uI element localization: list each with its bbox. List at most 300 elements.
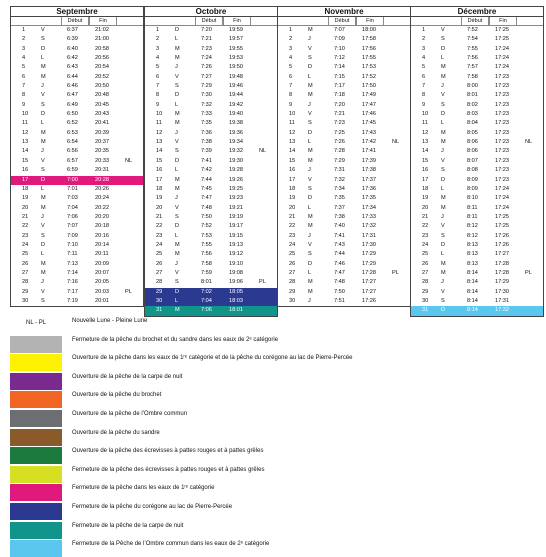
day-number: 16 — [156, 167, 163, 174]
start-time: 8:07 — [467, 157, 478, 164]
end-time: 18:03 — [229, 297, 243, 304]
start-time: 7:28 — [334, 148, 345, 155]
day-number: 12 — [422, 129, 429, 136]
start-time: 7:12 — [334, 55, 345, 62]
day-row — [145, 157, 277, 166]
start-time: 7:39 — [201, 148, 212, 155]
weekday: V — [175, 139, 179, 146]
end-time: 19:50 — [229, 64, 243, 71]
start-time: 6:39 — [67, 36, 78, 43]
weekday: V — [41, 27, 45, 33]
weekday: D — [308, 64, 313, 71]
day-number: 24 — [22, 241, 29, 248]
day-row — [145, 260, 277, 269]
start-time: 7:57 — [467, 64, 478, 71]
day-number: 25 — [156, 251, 163, 258]
end-time: 17:26 — [495, 241, 509, 248]
start-time: 6:46 — [67, 83, 78, 90]
weekday: S — [175, 213, 179, 220]
start-time: 7:34 — [334, 185, 345, 192]
weekday: L — [175, 36, 179, 43]
end-time: 19:59 — [229, 27, 243, 33]
day-number: 9 — [289, 101, 293, 108]
day-number: 11 — [422, 120, 428, 127]
end-time: 19:28 — [229, 167, 243, 174]
start-time: 8:00 — [467, 83, 478, 90]
weekday: L — [175, 101, 179, 108]
start-time: 7:17 — [67, 288, 78, 295]
end-time: 17:28 — [495, 269, 509, 276]
day-row — [145, 54, 277, 63]
day-number: 30 — [22, 297, 29, 304]
end-time: 17:29 — [362, 251, 376, 258]
legend-swatch — [10, 336, 62, 353]
weekday: M — [441, 195, 446, 202]
start-time: 7:54 — [467, 36, 478, 43]
start-time: 8:13 — [467, 251, 478, 258]
legend-item — [10, 540, 530, 557]
end-time: 20:56 — [95, 55, 109, 62]
day-number: 22 — [22, 223, 29, 230]
day-number: 26 — [22, 260, 29, 267]
start-time: 6:37 — [67, 27, 78, 33]
start-time: 7:02 — [201, 288, 212, 295]
end-time: 18:05 — [229, 288, 243, 295]
day-number: 17 — [156, 176, 163, 183]
end-time: 17:27 — [495, 251, 509, 258]
day-row — [11, 241, 143, 250]
start-time: 7:26 — [201, 64, 212, 71]
end-time: 17:34 — [362, 204, 376, 211]
day-number: 30 — [422, 297, 429, 304]
end-time: 18:00 — [362, 27, 376, 33]
weekday: L — [41, 251, 45, 258]
moon-phase: NL — [259, 148, 267, 155]
start-time: 6:47 — [67, 92, 78, 99]
month-title: Décembre — [411, 6, 543, 17]
weekday: L — [175, 232, 179, 239]
moon-phase: NL — [125, 157, 133, 164]
header-start: Début — [328, 17, 356, 25]
start-time: 7:47 — [201, 195, 212, 202]
start-time: 6:54 — [67, 139, 78, 146]
start-time: 8:06 — [467, 139, 478, 146]
legend-swatch — [10, 540, 62, 557]
day-row — [278, 138, 410, 147]
day-number: 7 — [156, 83, 160, 90]
end-time: 20:41 — [95, 120, 109, 127]
day-row — [145, 185, 277, 194]
day-row — [411, 101, 543, 110]
end-time: 17:30 — [495, 288, 509, 295]
end-time: 19:36 — [229, 129, 243, 136]
day-number: 3 — [422, 45, 426, 52]
end-time: 19:46 — [229, 83, 243, 90]
start-time: 7:55 — [201, 241, 212, 248]
end-time: 17:31 — [495, 297, 509, 304]
legend-swatch — [10, 503, 62, 520]
weekday: M — [41, 139, 46, 146]
weekday: V — [441, 92, 445, 99]
weekday: D — [175, 92, 180, 99]
start-time: 7:50 — [201, 213, 212, 220]
weekday: M — [41, 64, 46, 71]
end-time: 19:15 — [229, 232, 243, 239]
weekday: M — [441, 139, 446, 146]
day-number: 29 — [22, 288, 29, 295]
weekday: M — [175, 307, 180, 314]
day-row — [11, 297, 143, 306]
day-number: 6 — [22, 73, 26, 80]
day-row — [11, 250, 143, 259]
weekday: J — [308, 36, 311, 43]
day-row — [145, 45, 277, 54]
day-row — [145, 26, 277, 35]
day-row — [411, 73, 543, 82]
end-time: 19:44 — [229, 92, 243, 99]
end-time: 19:21 — [229, 204, 243, 211]
start-time: 7:06 — [67, 213, 78, 220]
day-number: 11 — [156, 120, 162, 127]
legend-text: Ouverture de la pêche de la carpe de nuit — [72, 373, 183, 380]
weekday: S — [441, 36, 445, 43]
start-time: 7:23 — [334, 120, 345, 127]
day-row — [411, 176, 543, 185]
end-time: 17:26 — [495, 232, 509, 239]
column-header — [411, 17, 543, 26]
end-time: 19:25 — [229, 185, 243, 192]
day-number: 10 — [156, 111, 163, 118]
legend-item — [10, 503, 530, 520]
weekday: S — [175, 83, 179, 90]
day-number: 1 — [422, 27, 426, 33]
day-number: 10 — [22, 111, 29, 118]
end-time: 17:31 — [362, 232, 376, 239]
day-number: 21 — [422, 213, 429, 220]
legend-swatch — [10, 391, 62, 408]
weekday: J — [308, 232, 311, 239]
day-row — [278, 232, 410, 241]
day-number: 1 — [156, 27, 160, 33]
day-row — [411, 166, 543, 175]
legend-item — [10, 317, 530, 334]
day-row — [11, 166, 143, 175]
end-time: 17:53 — [362, 64, 376, 71]
day-number: 8 — [22, 92, 26, 99]
start-time: 7:20 — [201, 27, 212, 33]
end-time: 20:24 — [95, 195, 109, 202]
day-number: 13 — [422, 139, 429, 146]
start-time: 8:09 — [467, 185, 478, 192]
day-row — [278, 54, 410, 63]
day-row — [11, 288, 143, 297]
weekday: V — [308, 111, 312, 118]
legend-code: NL - PL — [26, 320, 47, 326]
weekday: M — [41, 269, 46, 276]
weekday: M — [175, 55, 180, 62]
legend-swatch — [10, 429, 62, 446]
end-time: 19:40 — [229, 111, 243, 118]
start-time: 7:55 — [467, 45, 478, 52]
day-number: 2 — [422, 36, 426, 43]
weekday: M — [41, 129, 46, 136]
end-time: 17:23 — [495, 139, 509, 146]
end-time: 17:50 — [362, 83, 376, 90]
day-row — [145, 82, 277, 91]
day-number: 18 — [156, 185, 163, 192]
end-time: 19:48 — [229, 73, 243, 80]
start-time: 7:27 — [201, 73, 212, 80]
start-time: 7:33 — [201, 111, 212, 118]
day-number: 15 — [422, 157, 429, 164]
day-row — [411, 278, 543, 287]
day-number: 3 — [289, 45, 293, 52]
end-time: 17:23 — [495, 129, 509, 136]
day-number: 27 — [422, 269, 429, 276]
day-row — [278, 110, 410, 119]
start-time: 7:50 — [334, 288, 345, 295]
day-row — [145, 288, 277, 297]
legend-swatch — [10, 373, 62, 390]
weekday: S — [41, 101, 45, 108]
day-row — [278, 269, 410, 278]
end-time: 17:23 — [495, 101, 509, 108]
day-number: 3 — [22, 45, 26, 52]
day-row — [411, 91, 543, 100]
moon-phase: PL — [125, 288, 132, 295]
day-number: 9 — [422, 101, 426, 108]
start-time: 8:08 — [467, 167, 478, 174]
end-time: 21:00 — [95, 36, 109, 43]
start-time: 7:23 — [201, 45, 212, 52]
start-time: 7:41 — [201, 157, 212, 164]
day-row — [278, 101, 410, 110]
day-number: 5 — [422, 64, 426, 71]
end-time: 19:10 — [229, 260, 243, 267]
start-time: 7:06 — [201, 307, 212, 314]
end-time: 19:12 — [229, 251, 243, 258]
day-number: 25 — [22, 251, 29, 258]
day-number: 6 — [156, 73, 160, 80]
weekday: J — [175, 129, 178, 136]
weekday: M — [308, 27, 313, 33]
day-number: 20 — [422, 204, 429, 211]
day-number: 25 — [289, 251, 296, 258]
day-row — [145, 91, 277, 100]
day-row — [411, 45, 543, 54]
start-time: 8:06 — [467, 148, 478, 155]
day-row — [411, 269, 543, 278]
day-row — [145, 222, 277, 231]
end-time: 17:23 — [495, 111, 509, 118]
start-time: 7:32 — [334, 176, 345, 183]
day-row — [278, 82, 410, 91]
day-number: 26 — [289, 260, 296, 267]
weekday: L — [308, 204, 312, 211]
weekday: M — [41, 73, 46, 80]
day-row — [411, 288, 543, 297]
weekday: D — [308, 260, 313, 267]
weekday: D — [175, 157, 180, 164]
end-time: 20:58 — [95, 45, 109, 52]
start-time: 8:14 — [467, 269, 478, 276]
header-end: Fin — [89, 17, 117, 25]
start-time: 8:12 — [467, 232, 478, 239]
day-row — [411, 63, 543, 72]
day-number: 24 — [156, 241, 163, 248]
day-number: 4 — [289, 55, 293, 62]
weekday: V — [441, 27, 445, 33]
day-row — [11, 82, 143, 91]
day-row — [145, 306, 277, 315]
day-number: 26 — [156, 260, 163, 267]
end-time: 20:22 — [95, 204, 109, 211]
start-time: 8:04 — [467, 120, 478, 127]
start-time: 7:20 — [334, 101, 345, 108]
end-time: 17:24 — [495, 185, 509, 192]
end-time: 20:52 — [95, 73, 109, 80]
start-time: 7:09 — [334, 36, 345, 43]
day-row — [11, 91, 143, 100]
weekday: M — [175, 241, 180, 248]
end-time: 20:35 — [95, 148, 109, 155]
start-time: 7:40 — [334, 223, 345, 230]
day-number: 19 — [422, 195, 429, 202]
month-table-septembre — [10, 6, 144, 307]
start-time: 7:21 — [334, 111, 345, 118]
start-time: 7:17 — [334, 83, 345, 90]
start-time: 8:01 — [467, 92, 478, 99]
day-number: 22 — [422, 223, 429, 230]
weekday: L — [441, 55, 445, 62]
end-time: 19:57 — [229, 36, 243, 43]
start-time: 6:49 — [67, 101, 78, 108]
start-time: 6:52 — [67, 120, 78, 127]
day-row — [11, 35, 143, 44]
legend-text: Fermeture de la pêche des écrevisses à pattes rouges et à pattes grêles — [72, 466, 265, 473]
end-time: 20:45 — [95, 101, 109, 108]
end-time: 19:19 — [229, 213, 243, 220]
end-time: 17:25 — [495, 223, 509, 230]
weekday: V — [41, 223, 45, 230]
day-row — [411, 260, 543, 269]
start-time: 7:38 — [334, 213, 345, 220]
end-time: 17:25 — [495, 27, 509, 33]
day-number: 11 — [22, 120, 28, 127]
end-time: 17:24 — [495, 45, 509, 52]
end-time: 17:27 — [362, 288, 376, 295]
end-time: 17:25 — [495, 36, 509, 43]
start-time: 6:50 — [67, 111, 78, 118]
day-number: 26 — [422, 260, 429, 267]
start-time: 7:04 — [201, 297, 212, 304]
weekday: V — [308, 45, 312, 52]
weekday: S — [175, 148, 179, 155]
end-time: 19:26 — [229, 176, 243, 183]
end-time: 19:34 — [229, 139, 243, 146]
weekday: J — [41, 279, 44, 286]
end-time: 17:27 — [362, 279, 376, 286]
end-time: 17:52 — [362, 73, 376, 80]
weekday: V — [175, 269, 179, 276]
day-number: 31 — [422, 307, 429, 314]
weekday: D — [41, 111, 46, 118]
day-number: 30 — [156, 297, 163, 304]
start-time: 7:10 — [334, 45, 345, 52]
start-time: 7:13 — [67, 260, 78, 267]
end-time: 19:32 — [229, 148, 243, 155]
end-time: 17:33 — [362, 213, 376, 220]
end-time: 21:02 — [95, 27, 109, 33]
start-time: 7:44 — [201, 176, 212, 183]
end-time: 20:03 — [95, 288, 109, 295]
day-row — [145, 213, 277, 222]
day-row — [278, 45, 410, 54]
start-time: 7:14 — [334, 64, 345, 71]
end-time: 20:01 — [95, 297, 109, 304]
day-number: 31 — [156, 307, 163, 314]
day-number: 14 — [289, 148, 296, 155]
day-row — [278, 288, 410, 297]
start-time: 7:48 — [334, 279, 345, 286]
day-number: 17 — [289, 176, 296, 183]
start-time: 7:44 — [334, 251, 345, 258]
day-number: 4 — [422, 55, 426, 62]
start-time: 7:52 — [467, 27, 478, 33]
weekday: D — [308, 195, 313, 202]
day-row — [145, 119, 277, 128]
day-row — [411, 119, 543, 128]
weekday: M — [175, 251, 180, 258]
start-time: 7:46 — [334, 260, 345, 267]
end-time: 17:28 — [495, 260, 509, 267]
day-row — [411, 194, 543, 203]
day-row — [278, 241, 410, 250]
weekday: M — [41, 195, 46, 202]
weekday: J — [308, 101, 311, 108]
start-time: 7:19 — [67, 297, 78, 304]
start-time: 7:26 — [334, 139, 345, 146]
legend-text: Ouverture de la pêche de l’Ombre commun — [72, 411, 188, 417]
start-time: 7:52 — [201, 223, 212, 230]
day-row — [11, 147, 143, 156]
legend-item — [10, 466, 530, 483]
end-time: 17:29 — [362, 260, 376, 267]
day-number: 13 — [22, 139, 29, 146]
start-time: 8:11 — [467, 213, 478, 220]
legend-text: Fermeture de la pêche dans les eaux de 1ʳᵉ catégorie — [72, 485, 215, 492]
header-start: Début — [195, 17, 223, 25]
end-time: 17:39 — [362, 157, 376, 164]
day-row — [11, 101, 143, 110]
start-time: 7:29 — [334, 157, 345, 164]
end-time: 17:23 — [495, 73, 509, 80]
day-number: 7 — [289, 83, 293, 90]
start-time: 7:25 — [334, 129, 345, 136]
day-row — [11, 213, 143, 222]
weekday: L — [308, 139, 312, 146]
day-row — [11, 194, 143, 203]
day-number: 21 — [289, 213, 296, 220]
day-row — [278, 185, 410, 194]
day-row — [145, 269, 277, 278]
day-number: 1 — [22, 27, 26, 33]
day-number: 16 — [289, 167, 296, 174]
weekday: L — [41, 55, 45, 62]
month-title: Novembre — [278, 6, 410, 17]
day-row — [411, 129, 543, 138]
legend-text: Fermeture de la pêche de la carpe de nuit — [72, 522, 184, 529]
